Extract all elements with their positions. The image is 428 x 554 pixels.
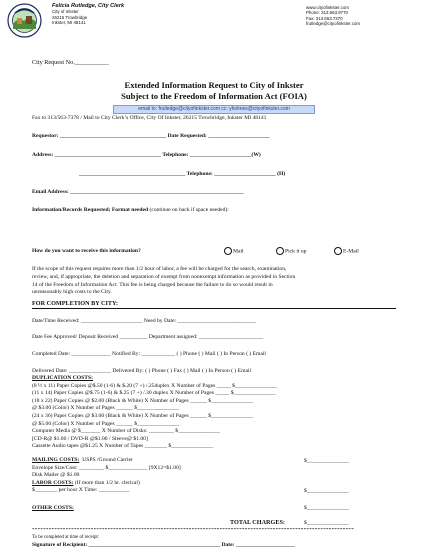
receipt-note: To be completed at time of receipt: [32, 535, 100, 540]
street-address: 26215 Trowbridge [52, 14, 88, 20]
deposit-field[interactable]: Date Fee Approved/ Deposit Received __________ Department assigned: _______________________ [32, 334, 264, 340]
delivered-field[interactable]: Delivered Date: _______________ Delivered By: ( ) Phone ( ) Fax ( ) Mail ( ) In Person ( ) Email [32, 368, 252, 374]
disclaimer-line: review, and, if appropriate, the deletion and separation of exempt from nonexempt information as provided in Section [32, 273, 296, 280]
address-line-2-field[interactable]: ______________________________________ Telephone: ______________________ (H) [79, 171, 286, 177]
date-received-field[interactable]: Date/Time Received: ______________________ Need by Date: ____________________________ [32, 318, 256, 324]
cost-line[interactable]: (11 x 14) Paper Copies @$.75 (1-6) & $.25 (7 +) /.30 duplex X Number of Pages _____ $_______________ [32, 390, 276, 397]
email-address-field[interactable]: Email Address: ______________________________________________________________ [32, 189, 244, 195]
duplication-costs [32, 375, 277, 451]
cost-line[interactable]: @ $3.00 (Color) X Number of Pages ______ $_______________ [32, 405, 180, 412]
how-receive-question: How do you want to receive this information? [32, 248, 141, 254]
clerk-name: Felicia Rutledge, City Clerk [52, 3, 125, 9]
cost-line[interactable]: (24 x 36) Paper Copies @ $3.00 (Black & White) X Number of Pages ______ $_______________ [32, 412, 253, 419]
city-state-zip: Inkster, MI 48141 [52, 20, 86, 26]
radio-email-option[interactable] [334, 247, 359, 255]
disclaimer-line: 14 of the Freedom of Information Act. This fee is being charged because the failure to do so would result in [32, 281, 273, 288]
separator-stars: ******************************************************************************************************************* [32, 528, 354, 533]
labor-field[interactable]: $________ per hour X Time: ___________ [32, 487, 130, 494]
city-name: City of Inkster [52, 9, 79, 15]
labor-heading: LABOR COSTS: [32, 479, 74, 486]
radio-pickup[interactable] [276, 247, 284, 255]
fax-number: Fax: 313.563.7370 [306, 15, 343, 21]
labor-description: (If more than 1/2 hr. clerical) [74, 479, 140, 486]
signature-field[interactable]: Signature of Recipient: _______________________________________________ Date: _____________________ [32, 542, 295, 548]
total-charges-field[interactable]: $_______________ [304, 520, 349, 526]
info-requested-heading: Information/Records Requested; Format needed [32, 207, 149, 213]
info-requested-label [32, 207, 229, 213]
radio-pickup-option[interactable] [276, 247, 306, 255]
cost-line[interactable]: (8 ½ x 11) Paper Copies @$.50 (1-6) & $.20 (7 +) /.25duplex X Number of Pages _____ $_______________ [32, 382, 277, 389]
phone-number: Phone: 313.563.9770 [306, 10, 348, 16]
other-costs-heading: OTHER COSTS: [32, 505, 74, 511]
fax-mail-instructions: Fax to 313/563-7378 / Mail to City Clerk’s Office, City Of Inkster, 26215 Trowbridge, Inkster MI 48141 [32, 115, 267, 121]
address-field[interactable]: Address: ______________________________________ Telephone: ______________________(W) [32, 152, 261, 158]
fee-disclaimer [32, 266, 295, 297]
total-charges-label: TOTAL CHARGES: [230, 519, 285, 526]
radio-mail[interactable] [224, 247, 232, 255]
cost-line[interactable]: (18 x 22) Paper Copies @ $2.00 (Black & White) X Number of Pages ______ $_______________ [32, 397, 253, 404]
radio-email-label: E-Mail [343, 248, 359, 255]
cost-line[interactable]: Cassette Audio tapes @$1.25 X Number of Tapes ________ $_______________ [32, 443, 214, 450]
contact-info [306, 5, 360, 27]
radio-email[interactable] [334, 247, 342, 255]
page-title: Extended Information Request to City of Inkster [124, 80, 304, 90]
city-request-number[interactable]: City Request No.___________ [32, 59, 109, 66]
envelope-field[interactable]: Envelope Size/Cost: _________ $______________ [9X12=$1.00] [32, 464, 181, 471]
info-requested-note: (continue on back if space needed): [149, 207, 229, 213]
disclaimer-line: If the scope of this request requires more than 1/2 hour of labor, a fee will be charged for the search, examination, [32, 266, 287, 272]
media-prices-note: [CD-R@ $1.00 / DVD-R @$1.00 / Sleeve@ $1.00] [32, 435, 148, 442]
duplication-heading: DUPLICATION COSTS: [32, 375, 93, 381]
mailing-labor-costs [32, 457, 181, 495]
section-divider [32, 308, 396, 309]
mailing-description: USPS /Ground Carrier [82, 457, 133, 463]
other-costs-field[interactable]: $_______________ [304, 505, 349, 511]
email-instructions-link[interactable]: email to: frutledge@cityofinkster.com cc: yholmes@cityofinkster.com [113, 105, 315, 114]
mailing-total-field[interactable]: $_______________ [304, 458, 349, 464]
disk-mailer-label: Disk Mailer @ $1.00 [32, 472, 80, 479]
requestor-field[interactable]: Requestor: ______________________________________ Date Requested: ______________________ [32, 133, 270, 139]
website-link[interactable]: www.cityofinkster.com [306, 5, 349, 10]
radio-mail-label: Mail [233, 248, 244, 255]
radio-mail-option[interactable] [224, 247, 244, 255]
disclaimer-line: unreasonably high costs to the City. [32, 289, 112, 296]
city-section-heading: FOR COMPLETION BY CITY: [32, 300, 119, 307]
mailing-heading: MAILING COSTS: [32, 457, 80, 463]
page-subtitle: Subject to the Freedom of Information Act (FOIA) [121, 91, 307, 101]
cost-line[interactable]: @ $5.00 (Color) X Number of Pages ______ $_______________ [32, 420, 180, 427]
clerk-info [52, 4, 124, 26]
radio-pickup-label: Pick it up [285, 248, 307, 255]
labor-total-field[interactable]: $_______________ [304, 488, 349, 494]
city-seal-logo [7, 3, 42, 38]
cost-line[interactable]: Computer Media @ $_______ X Number of Disks: _________ $_______________ [32, 428, 221, 435]
completed-field[interactable]: Completed Date: ______________ Notified By: ____________ ( ) Phone ( ) Mail ( ) In Person ( ) Email [32, 351, 266, 357]
clerk-email-link[interactable]: frutledge@cityofinkster.com [306, 21, 360, 27]
